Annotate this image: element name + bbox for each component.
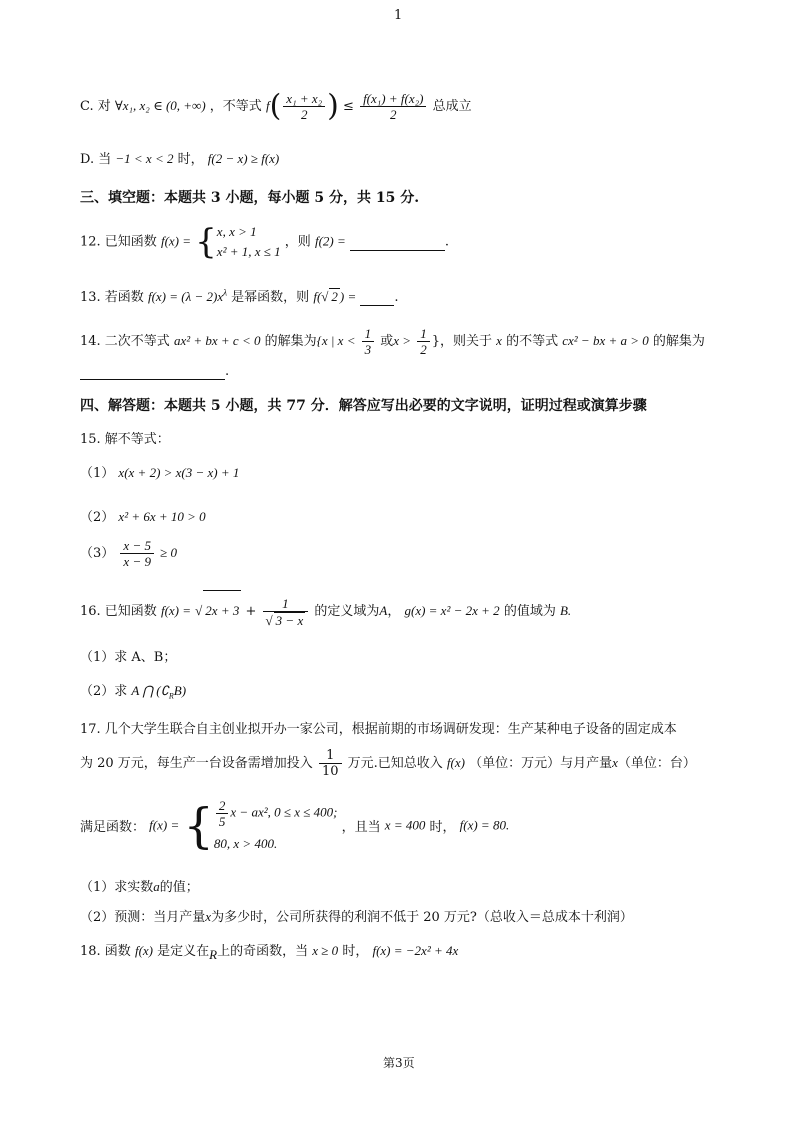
question-18: 18. 函数 f(x) 是定义在R上的奇函数，当 x ≥ 0 时， f(x) = −2x² + 4x xyxy=(80,943,459,962)
option-c-label: C. 对 xyxy=(80,99,111,114)
question-12: 12. 已知函数 f(x) = { x, x > 1 x² + 1, x ≤ 1 ，则 f(2) = . xyxy=(80,222,450,262)
q12-ask: f(2) = xyxy=(314,233,346,249)
q15-part-1: （1） x(x + 2) > x(3 − x) + 1 xyxy=(80,465,240,481)
section-4-title: 四、解答题：本题共 5 小题，共 77 分．解答应写出必要的文字说明，证明过程或演算步骤 xyxy=(80,398,647,414)
option-d-condition: −1 < x < 2 xyxy=(115,151,174,166)
q14-frac-1: $\frac{1}{3}$ xyxy=(362,326,375,357)
q12-text: ，则 xyxy=(284,234,311,250)
q16-part-1: （1）求 A、B； xyxy=(80,650,177,665)
question-17-line-3: 满足函数： f(x) = { $\frac{2}{5}$ x − ax², 0 ≤ x ≤ 400; 80, x > 400. ，且当 x = 400 时， f(x) = 80. xyxy=(80,797,510,854)
q14-stem: 14. 二次不等式 xyxy=(80,334,170,349)
q12-function: f(x) = xyxy=(160,233,192,249)
q12-answer-blank xyxy=(350,235,445,251)
option-c-f: f xyxy=(265,98,270,113)
q12-cases: x, x > 1 x² + 1, x ≤ 1 xyxy=(216,224,281,259)
page-number: 1 xyxy=(394,8,403,23)
q16-part-2: （2）求 A ⋂ $(∁_RB)$ xyxy=(80,683,187,701)
q14-answer-line: . xyxy=(80,364,229,380)
section-3-title: 三、填空题：本题共 3 小题，每小题 5 分，共 15 分. xyxy=(80,190,420,206)
q13-stem: 13. 若函数 xyxy=(80,290,144,305)
q15-part-3: （3） $\frac{x - 5}{x - 9}$ ≥ 0 xyxy=(80,538,177,569)
q13-text: 是幂函数，则 xyxy=(231,290,310,305)
q14-ineq: ax² + bx + c < 0 xyxy=(173,333,261,348)
question-17-line-2: 为 20 万元，每生产一台设备需增加投入 $\frac{1}{10}$ 万元.已知总收入 f(x) （单位：万元）与月产量x（单位：台） xyxy=(80,748,696,779)
question-13: 13. 若函数 $f(x) = (\lambda - 2)x^\lambda$ 是幂函数，则 f(√ 2 ) = . xyxy=(80,287,399,305)
option-c-frac-b: $\frac{\text{f(x₁) + f(x₂)}}{2}$ xyxy=(360,91,426,122)
question-15-title: 15. 解不等式： xyxy=(80,432,170,447)
option-c-rel: ≤ xyxy=(343,99,354,114)
option-c-frac-a: $\frac{\text{x₁ + x₂}}{2}$ xyxy=(283,91,325,122)
q15-part-2: （2） x² + 6x + 10 > 0 xyxy=(80,509,206,525)
q17-part-1: （1）求实数a的值； xyxy=(80,879,199,895)
option-d-label: D. 当 xyxy=(80,152,112,167)
q13-expr: $f(x) = (\lambda - 2)x^\lambda$ xyxy=(147,287,228,304)
q13-answer-blank xyxy=(360,290,394,306)
q17-part-2: （2）预测：当月产量x为多少时，公司所获得的利润不低于 20 万元?（总收入＝总成本十利润） xyxy=(80,909,633,925)
option-c-condition: ∀x₁, x₂ ∈ (0, +∞) xyxy=(114,98,206,113)
option-c-tail: 总成立 xyxy=(432,99,472,114)
q12-stem: 12. 已知函数 xyxy=(80,234,157,250)
footer-page-label: 第3页 xyxy=(383,1056,415,1070)
q14-frac-2: $\frac{1}{2}$ xyxy=(417,326,430,357)
option-c: C. 对 ∀x₁, x₂ ∈ (0, +∞) ，不等式 f( $\frac{\text{x₁ + x₂}}{2}$ ) ≤ $\frac{\text{f(x₁) + f(x₂)}}{2}$ 总成立 xyxy=(80,88,472,124)
question-17-line-1: 17. 几个大学生联合自主创业拟开办一家公司，根据前期的市场调研发现：生产某种电子设备的固定成本 xyxy=(80,722,677,737)
option-d-expr: f(2 − x) ≥ f(x) xyxy=(207,151,280,166)
option-c-text: ，不等式 xyxy=(209,99,262,114)
question-14: 14. 二次不等式 ax² + bx + c < 0 的解集为{x | x < $\frac{1}{3}$ 或x > $\frac{1}{2}$ }，则关于 x 的不等式 cx² − bx + a > 0 的解集为 xyxy=(80,326,705,357)
option-d-text: 时， xyxy=(177,152,204,167)
q13-ask: f(√ 2 ) = xyxy=(313,289,357,304)
option-d xyxy=(80,148,279,167)
q14-ineq2: cx² − bx + a > 0 xyxy=(562,333,649,348)
question-16: 16. 已知函数 f(x) = √ 2x + 3 + $\frac{1}{√ 3 - x}$ 的定义域为A， g(x) = x² − 2x + 2 的值域为 B. xyxy=(80,590,571,632)
